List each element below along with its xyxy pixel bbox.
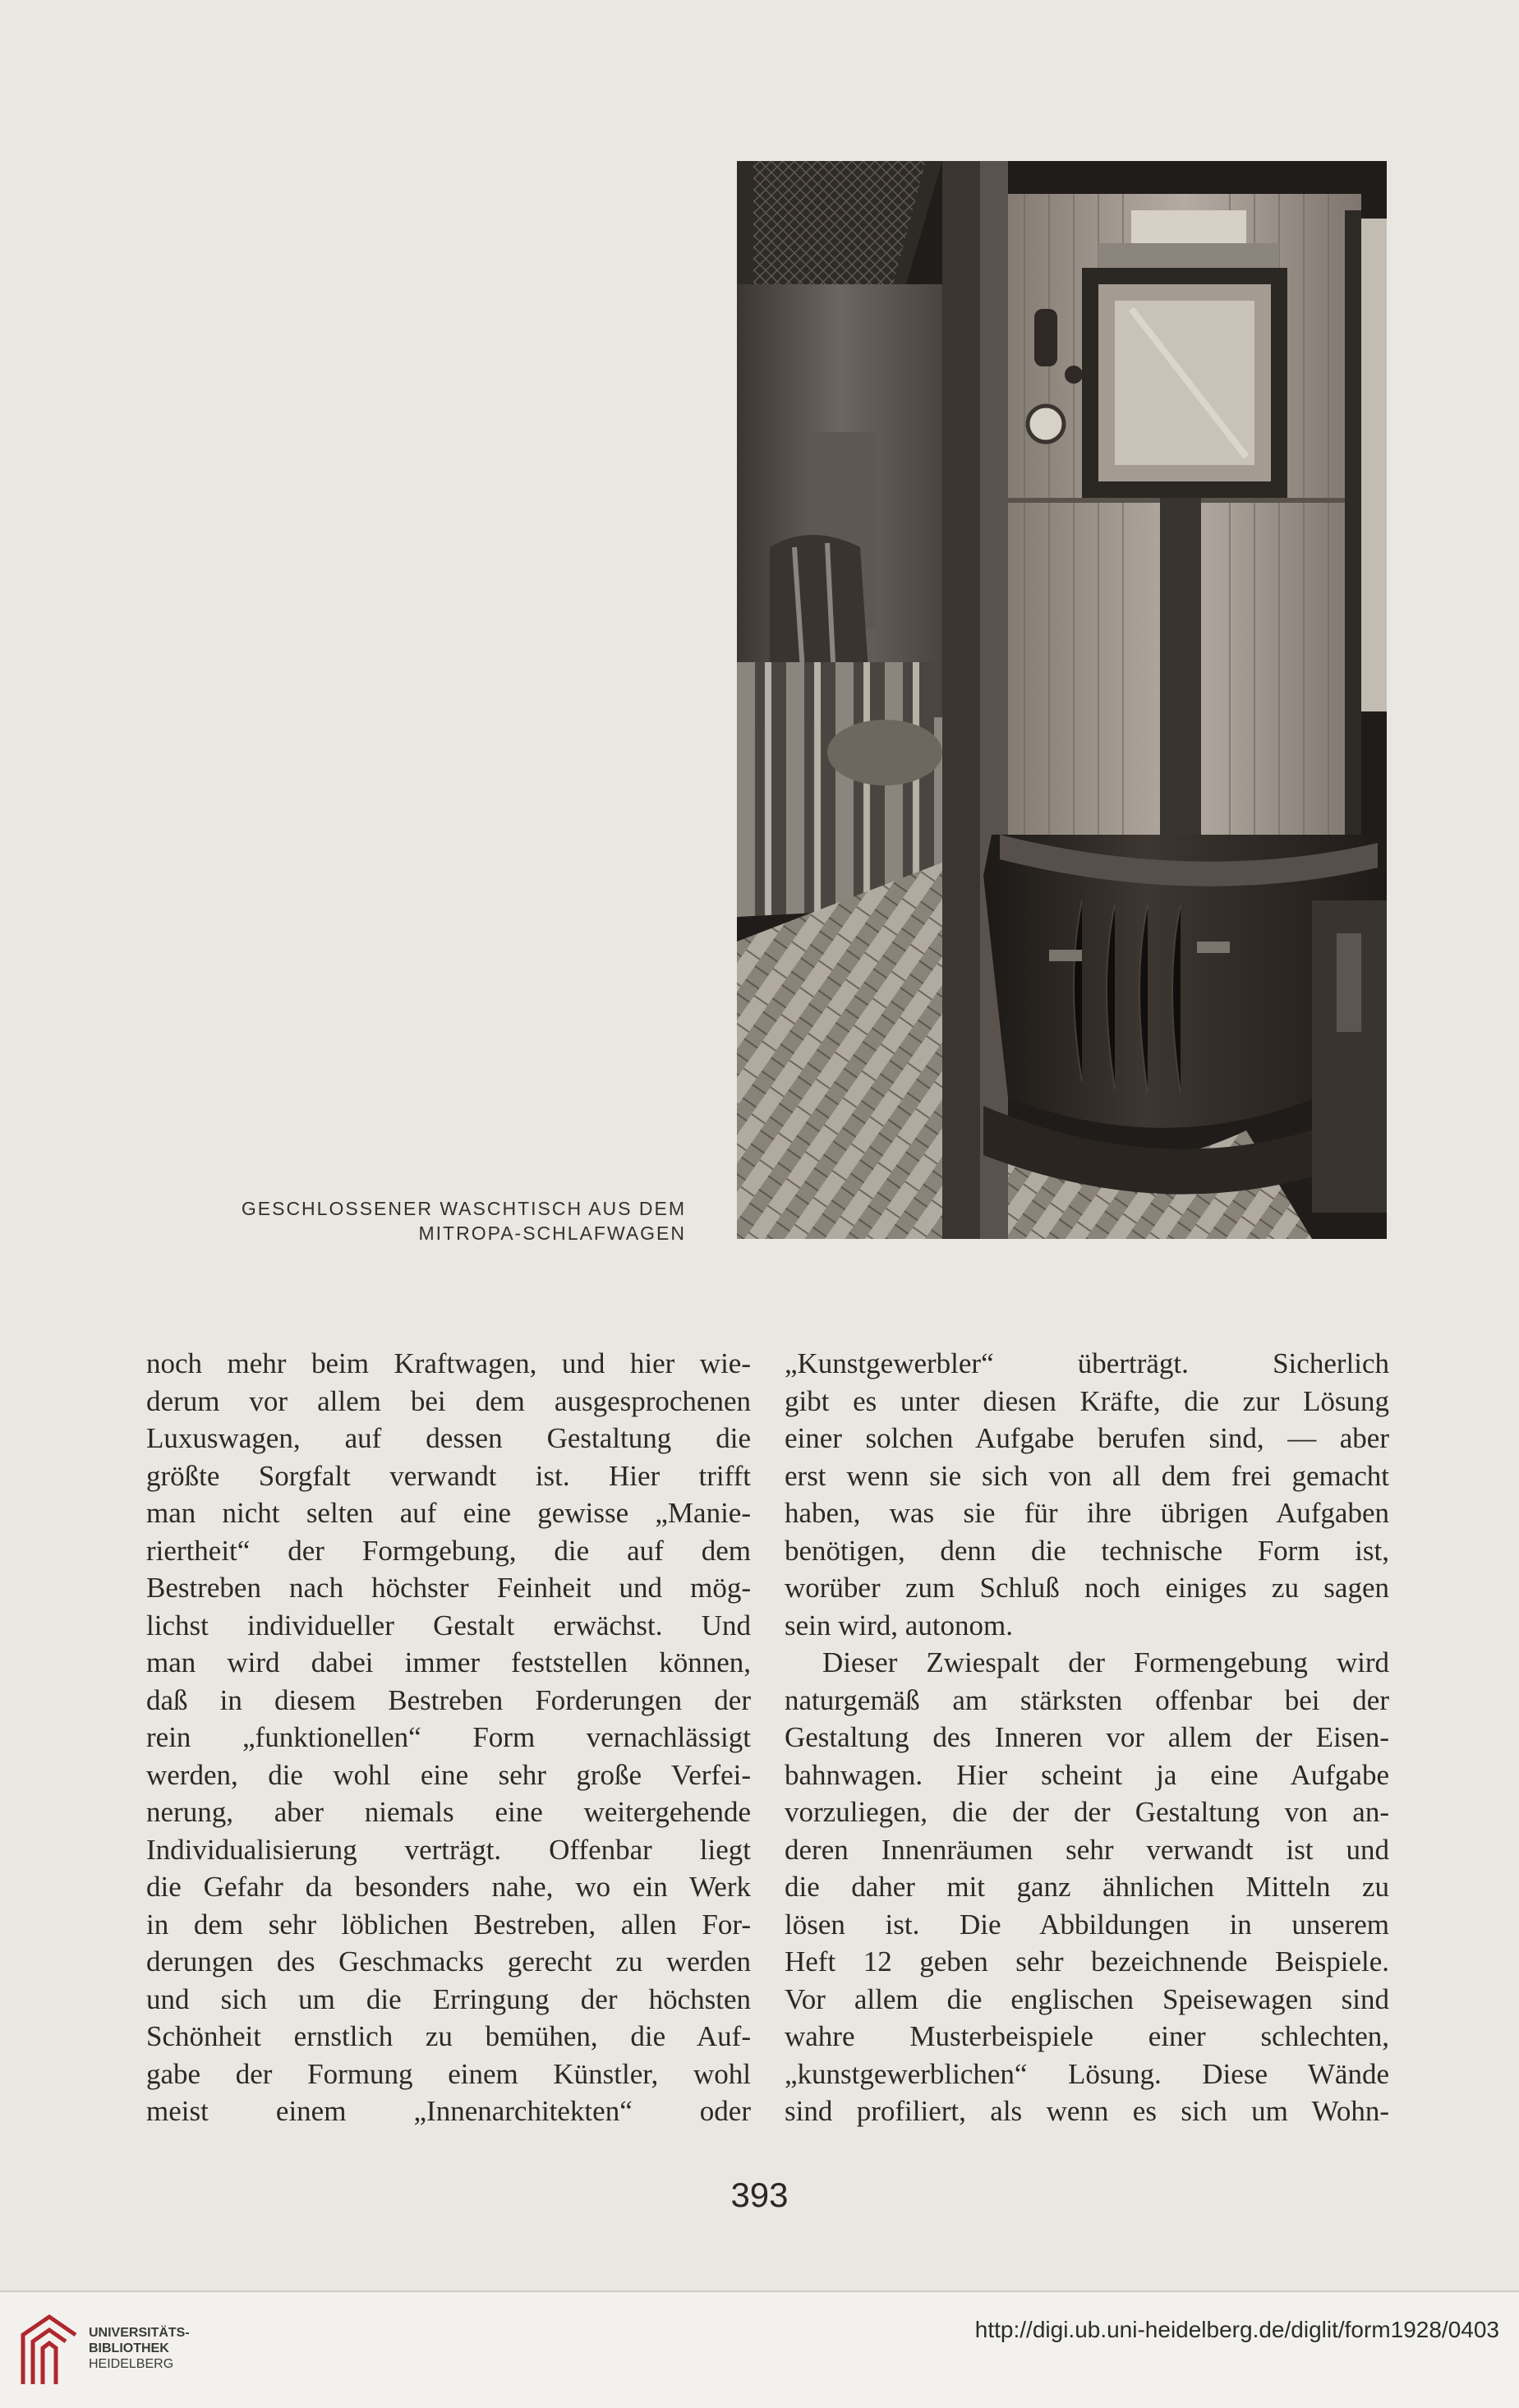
text-line: bahnwagen. Hier scheint ja eine Aufgabe <box>785 1758 1389 1791</box>
body-column-right <box>785 1345 1389 2130</box>
text-line: Luxuswagen, auf dessen Gestaltung die <box>146 1422 751 1454</box>
text-line: Heft 12 geben sehr bezeichnende Beispiele. <box>785 1945 1389 1978</box>
library-line: HEIDELBERG <box>89 2357 174 2371</box>
text-line: derungen des Geschmacks gerecht zu werden <box>146 1945 751 1978</box>
text-line: noch mehr beim Kraftwagen, und hier wie- <box>146 1347 751 1379</box>
text-line: und sich um die Erringung der höchsten <box>146 1982 751 2015</box>
body-column-left <box>146 1345 751 2130</box>
text-line: Vor allem die englischen Speisewagen sind <box>785 1982 1389 2015</box>
text-line: naturgemäß am stärksten offenbar bei der <box>785 1683 1389 1716</box>
text-line: sein wird, autonom. <box>785 1609 1014 1641</box>
text-line: einer solchen Aufgabe berufen sind, — aber <box>785 1422 1389 1454</box>
text-line: die Gefahr da besonders nahe, wo ein Werk <box>146 1871 751 1903</box>
text-line: haben, was sie für ihre übrigen Aufgaben <box>785 1497 1389 1529</box>
text-line: derum vor allem bei dem ausgesprochenen <box>146 1384 751 1417</box>
library-line: UNIVERSITÄTS- <box>89 2326 190 2340</box>
text-line: deren Innenräumen sehr verwandt ist und <box>785 1833 1389 1866</box>
text-line: gabe der Formung einem Künstler, wohl <box>146 2057 751 2090</box>
text-line: „Kunstgewerbler“ überträgt. Sicherlich <box>785 1347 1389 1379</box>
text-line: Dieser Zwiespalt der Formengebung wird <box>822 1646 1389 1678</box>
text-line: Gestaltung des Inneren vor allem der Eisen- <box>785 1721 1389 1753</box>
source-url-link[interactable]: http://digi.ub.uni-heidelberg.de/diglit/form1928/0403 <box>974 2317 1499 2342</box>
caption-line-2: MITROPA-SCHLAFWAGEN <box>418 1222 686 1244</box>
photo-sleeping-car-washstand <box>737 161 1387 1239</box>
text-line: worüber zum Schluß noch einiges zu sagen <box>785 1572 1389 1604</box>
text-line: gibt es unter diesen Kräfte, die zur Lösung <box>785 1384 1389 1417</box>
photo-illustration <box>737 161 1387 1239</box>
text-line: benötigen, denn die technische Form ist, <box>785 1534 1389 1567</box>
text-line: Bestreben nach höchster Feinheit und mög- <box>146 1572 751 1604</box>
figure-caption <box>62 1196 686 1245</box>
library-name <box>89 2325 190 2372</box>
text-line: wahre Musterbeispiele einer schlechten, <box>785 2020 1389 2052</box>
library-line: BIBLIOTHEK <box>89 2341 169 2355</box>
library-footer <box>0 2291 1519 2408</box>
text-line: nerung, aber niemals eine weitergehende <box>146 1796 751 1828</box>
university-library-logo-icon <box>16 2310 82 2389</box>
text-line: meist einem „Innenarchitekten“ oder <box>146 2095 751 2127</box>
text-line: die daher mit ganz ähnlichen Mitteln zu <box>785 1871 1389 1903</box>
text-line: in dem sehr löblichen Bestreben, allen For- <box>146 1908 751 1941</box>
text-line: werden, die wohl eine sehr große Verfei- <box>146 1758 751 1791</box>
caption-line-1: GESCHLOSSENER WASCHTISCH AUS DEM <box>241 1198 686 1219</box>
text-line: „kunstgewerblichen“ Lösung. Diese Wände <box>785 2057 1389 2090</box>
text-line: rein „funktionellen“ Form vernachlässigt <box>146 1721 751 1753</box>
text-line: riertheit“ der Formgebung, die auf dem <box>146 1534 751 1567</box>
text-line: vorzuliegen, die der der Gestaltung von an- <box>785 1796 1389 1828</box>
text-line: sind profiliert, als wenn es sich um Wohn- <box>785 2095 1389 2127</box>
text-line: lösen ist. Die Abbildungen in unserem <box>785 1908 1389 1941</box>
text-line: erst wenn sie sich von all dem frei gemacht <box>785 1459 1389 1492</box>
text-line: man wird dabei immer feststellen können, <box>146 1646 751 1678</box>
text-line: größte Sorgfalt verwandt ist. Hier trifft <box>146 1459 751 1492</box>
text-line: Schönheit ernstlich zu bemühen, die Auf- <box>146 2020 751 2052</box>
text-line: lichst individueller Gestalt erwächst. Und <box>146 1609 751 1641</box>
text-line: man nicht selten auf eine gewisse „Manie- <box>146 1497 751 1529</box>
text-line: Individualisierung verträgt. Offenbar liegt <box>146 1833 751 1866</box>
page-number: 393 <box>730 2175 789 2214</box>
text-line: daß in diesem Bestreben Forderungen der <box>146 1683 751 1716</box>
